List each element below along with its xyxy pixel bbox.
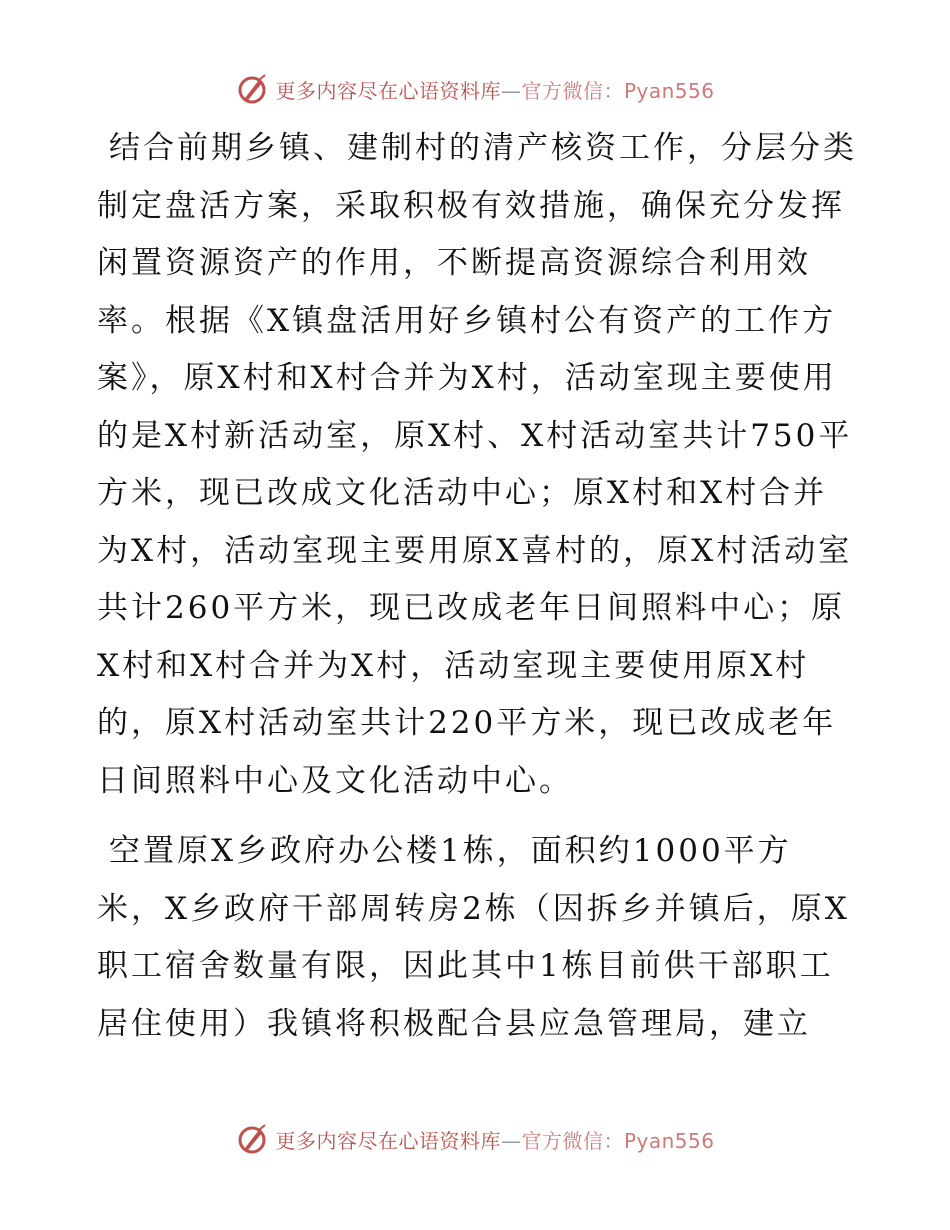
quill-circle-icon <box>235 1122 269 1156</box>
document-body <box>97 120 857 1053</box>
watermark-separator: — <box>500 78 522 103</box>
watermark-separator: — <box>500 1128 522 1153</box>
paragraph-1: 结合前期乡镇、建制村的清产核资工作，分层分类制定盘活方案，采取积极有效措施，确保充分发挥闲置资源资产的作用，不断提高资源综合利用效率。根据《X镇盘活用好乡镇村公有资产的工作方案》，原X村和X村合并为X村，活动室现主要使用的是X村新活动室，原X村、X村活动室共计750平方米，现已改成文化活动中心；原X村和X村合并为X村，活动室现主要用原X喜村的，原X村活动室共计260平方米，现已改成老年日间照料中心；原X村和X村合并为X村，活动室现主要使用原X村的，原X村活动室共计220平方米，现已改成老年日间照料中心及文化活动中心。 <box>97 130 857 799</box>
paragraph-2: 空置原X乡政府办公楼1栋，面积约1000平方米，X乡政府干部周转房2栋（因拆乡并镇后，原X职工宿舍数量有限，因此其中1栋目前供干部职工居住使用）我镇将积极配合县应急管理局，建立 <box>97 833 850 1042</box>
quill-circle-icon <box>235 72 269 106</box>
watermark-text <box>275 75 714 104</box>
watermark-header <box>0 72 950 106</box>
watermark-main: 更多内容尽在心语资料库 <box>275 78 501 103</box>
watermark-sub: 官方微信：Pyan556 <box>521 78 715 103</box>
watermark-sub: 官方微信：Pyan556 <box>521 1128 715 1153</box>
watermark-footer <box>0 1122 950 1156</box>
watermark-text <box>275 1125 714 1154</box>
watermark-main: 更多内容尽在心语资料库 <box>275 1128 501 1153</box>
